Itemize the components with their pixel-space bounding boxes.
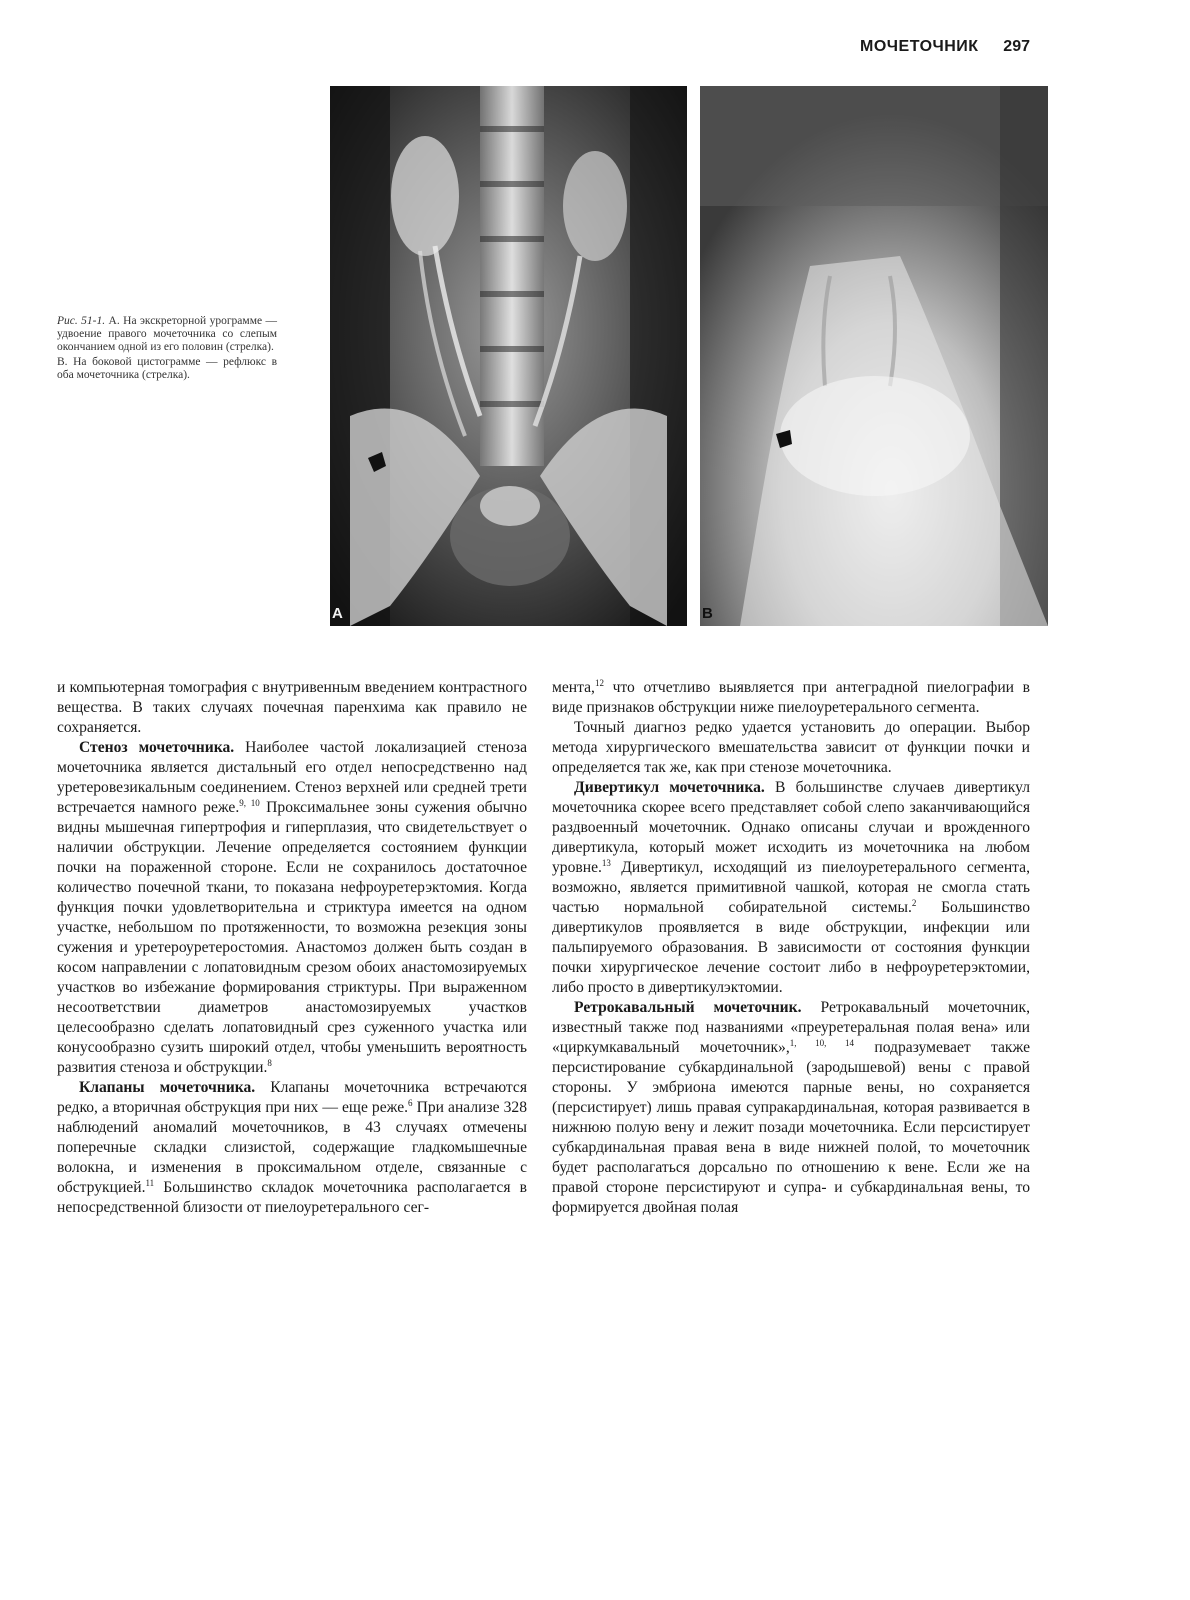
figure-caption — [57, 315, 277, 384]
paragraph: Дивертикул мочеточника. В большинстве случаев дивертикул мочеточника скорее всего представляет собой слепо заканчивающийся раздвоенный мочеточник. Однако описаны случаи и врожденного дивертикула, который может исходить из мочеточника на любом уровне.$^{13}$ Дивертикул, исходящий из пиелоуретерального сегмента, возможно, является примитивной чашкой, которая не смогла стать частью нормальной собирательной системы.$^2$ Большинство дивертикулов проявляется в виде обструкции, инфекции или пальпируемого образования. В зависимости от состояния функции почки хирургическое лечение состоит либо в нефроуретерэктомии, либо просто в дивертикулэктомии. — [552, 779, 1031, 996]
paragraph: Точный диагноз редко удается установить до операции. Выбор метода хирургического вмешательства зависит от функции почки и определяется так же, как при стенозе мочеточника. — [552, 719, 1030, 776]
reference-mark: 12 — [594, 678, 604, 688]
reference-mark: 9, 10 — [239, 798, 260, 808]
run-in-heading: Дивертикул мочеточника. — [574, 779, 765, 796]
paragraph: Клапаны мочеточника. Клапаны мочеточника встречаются редко, а вторичная обструкция при них — еще реже.$^6$ При анализе 328 наблюдений аномалий мочеточников, в 43 случаях отмечены поперечные складки слизистой, содержащие гладкомышечные волокна, и изменения в проксимальном отделе, связанные с обструкцией.$^{11}$ Большинство складок мочеточника располагается в непосредственной близости от пиелоуретерального сег- — [57, 1079, 527, 1216]
page-header — [860, 38, 1040, 62]
page-number: 297 — [1003, 38, 1030, 55]
run-in-heading: Стеноз мочеточника. — [79, 739, 235, 756]
panel-label-a: А — [332, 605, 343, 622]
paragraph: и компьютерная томография с внутривенным введением контрастного вещества. В таких случаях почечная паренхима как правило не сохраняется. — [57, 679, 527, 736]
reference-mark: 11 — [145, 1178, 155, 1188]
caption-part-b: В. На боковой цистограмме — рефлюкс в оба мочеточника (стрелка). — [57, 356, 277, 381]
caption-part-a: А. На экскреторной урограмме — удвоение правого мочеточника со слепым окончанием одной из его половин (стрелка). — [57, 315, 277, 353]
running-head-title: МОЧЕТОЧНИК — [860, 38, 979, 55]
xray-image-a — [330, 86, 687, 626]
reference-mark: 6 — [408, 1098, 413, 1108]
paragraph: Стеноз мочеточника. Наиболее частой локализацией стеноза мочеточника является дистальный его отдел непосредственно над уретеровезикальным соединением. Стеноз верхней или средней трети встречается намного реже.$^{9, 10}$ Проксимальнее зоны сужения обычно видны мышечная гипертрофия и гиперплазия, что свидетельствует о наличии обструкции. Лечение определяется состоянием функции почки на пораженной стороне. Если не сохранилось достаточное количество почечной ткани, то показана нефроуретерэктомия. Когда функция почки удовлетворительна и стриктура имеется на одном участке, небольшом по протяженности, то возможна резекция зоны сужения и уретероуретеростомия. Анастомоз должен быть создан в косом направлении с лопатовидным срезом обоих анастомозируемых участков во избежание формирования стриктуры. При выраженном несоответствии диаметров анастомозируемых участков целесообразно сделать лопатовидный срез суженного участка или конусообразно сузить широкий отдел, чтобы уменьшить вероятность развития стеноза и обструкции.$^8$ — [57, 739, 528, 1076]
panel-label-b: В — [702, 605, 713, 622]
reference-mark: 1, 10, 14 — [789, 1038, 855, 1048]
paragraph: мента,$^{12}$ что отчетливо выявляется при антеградной пиелографии в виде признаков обструкции ниже пиелоуретерального сегмента. — [552, 678, 1030, 716]
caption-title: Рис. 51-1. — [57, 315, 106, 327]
text-column-left — [57, 678, 527, 1218]
reference-mark: 13 — [601, 858, 611, 868]
reference-mark: 8 — [267, 1058, 272, 1068]
paragraph: Ретрокавальный мочеточник. Ретрокавальный мочеточник, известный также под названиями «преуретеральная полая вена» или «циркумкавальный мочеточник»,$^{1, 10, 14}$ подразумевает также персистирование субкардинальной (зародышевой) вены с правой стороны. У эмбриона имеются парные вены, но сохраняется (персистирует) лишь правая супракардинальная, которая развивается в нижнюю полую вену и лежит позади мочеточника. Если персистирует субкардинальная правая вена в виде нижней полой, то мочеточник будет располагаться дорсально по отношению к вене. Если же на правой стороне персистируют и супра- и субкардинальная вены, то формируется двойная полая — [552, 999, 1030, 1216]
xray-image-b — [700, 86, 1048, 626]
run-in-heading: Клапаны мочеточника. — [79, 1079, 256, 1096]
text-column-right — [552, 678, 1030, 1218]
reference-mark: 2 — [911, 898, 917, 908]
run-in-heading: Ретрокавальный мочеточник. — [574, 999, 802, 1016]
